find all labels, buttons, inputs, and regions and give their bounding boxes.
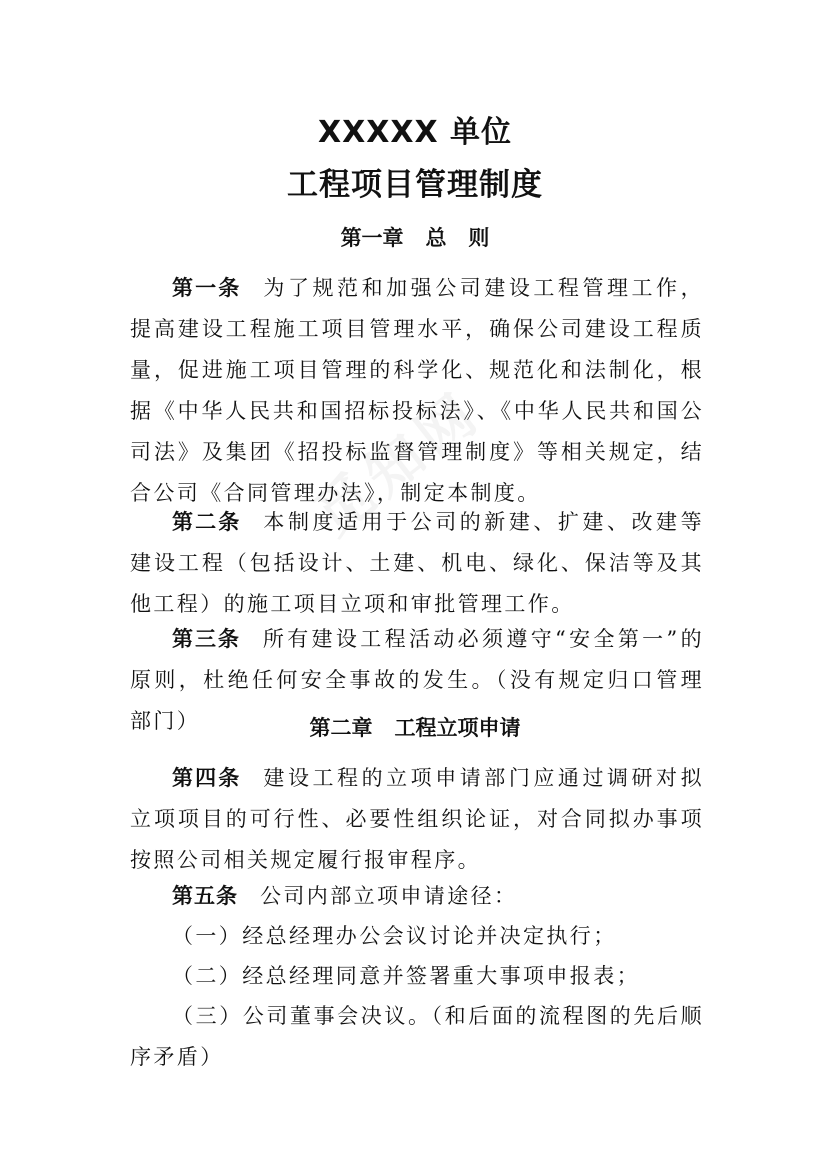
article-1-label: 第一条 — [172, 276, 242, 300]
article-5-label: 第五条 — [172, 884, 238, 908]
chapter-1-heading: 第一章 总 则 — [340, 226, 490, 250]
article-5-item-3: （三）公司董事会决议。（和后面的流程图的先后顺序矛盾） — [130, 1004, 704, 1069]
article-4-label: 第四条 — [172, 766, 242, 790]
article-2 — [130, 502, 704, 625]
article-4 — [130, 758, 704, 881]
article-1-text: 为了规范和加强公司建设工程管理工作，提高建设工程施工项目管理水平，确保公司建设工程质量，促进施工项目管理的科学化、规范化和法制化，根据《中华人民共和国招标投标法》、《中华人民共和国公司法》及集团《招投标监督管理制度》等相关规定，结合公司《合同管理办法》，制定本制度。 — [130, 276, 704, 505]
article-1 — [130, 268, 704, 514]
article-3-text: 所有建设工程活动必须遵守“安全第一”的原则，杜绝任何安全事故的发生。（没有规定归口管理部门） — [130, 627, 705, 733]
document-title: 工程项目管理制度 — [287, 167, 543, 203]
article-5 — [130, 876, 704, 917]
article-5-item-2: （二）经总经理同意并签署重大事项申报表； — [172, 964, 640, 988]
chapter-2-heading: 第二章 工程立项申请 — [309, 716, 521, 740]
article-4-text: 建设工程的立项申请部门应通过调研对拟立项项目的可行性、必要性组织论证，对合同拟办事项按照公司相关规定履行报审程序。 — [130, 766, 704, 872]
article-2-label: 第二条 — [172, 510, 242, 534]
article-5-item-1: （一）经总经理办公会议讨论并决定执行； — [172, 924, 617, 948]
document-title-unit: XXXXX 单位 — [317, 115, 513, 150]
article-3-label: 第三条 — [172, 627, 241, 651]
article-5-text: 公司内部立项申请途径： — [260, 884, 518, 908]
article-2-text: 本制度适用于公司的新建、扩建、改建等建设工程（包括设计、土建、机电、绿化、保洁等及其他工程）的施工项目立项和审批管理工作。 — [130, 510, 704, 616]
